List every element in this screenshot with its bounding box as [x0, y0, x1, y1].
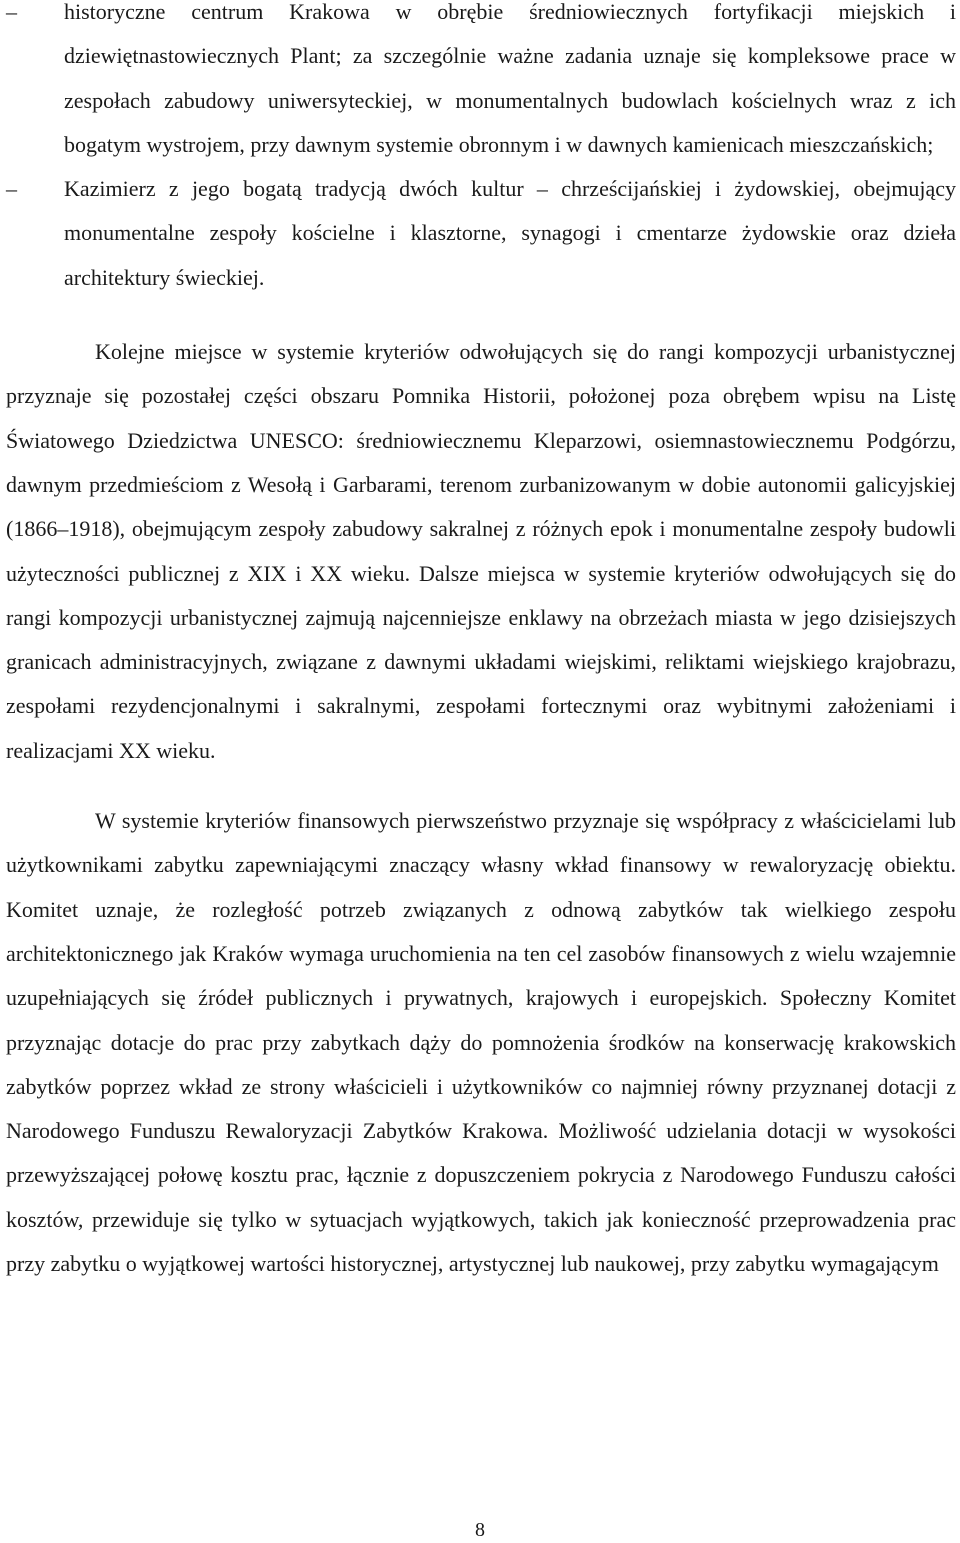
document-page	[6, 0, 956, 1286]
bullet-list	[6, 0, 956, 300]
bullet-item-historic-centre	[6, 0, 956, 167]
bullet-text: historyczne centrum Krakowa w obrębie średniowiecznych fortyfikacji miejskich i dziewiętnastowiecznych Plant; za szczególnie ważne zadania uznaje się kompleksowe prace w zespołach zabudowy uniwersyteckiej, w monumentalnych budowlach kościelnych wraz z ich bogatym wystrojem, przy dawnym systemie obronnym i w dawnych kamienicach mieszczańskich;	[64, 0, 956, 157]
page-number: 8	[475, 1519, 485, 1541]
bullet-text: Kazimierz z jego bogatą tradycją dwóch kultur – chrześcijańskiej i żydowskiej, obejmujący monumentalne zespoły kościelne i klasztorne, synagogi i cmentarze żydowskie oraz dzieła architektury świeckiej.	[64, 176, 956, 290]
paragraph-financial-criteria: W systemie kryteriów finansowych pierwszeństwo przyznaje się współpracy z właścicielami lub użytkownikami zabytku zapewniającymi znaczący własny wkład finansowy w rewaloryzację obiektu. Komitet uznaje, że rozległość potrzeb związanych z odnową zabytków tak wielkiego zespołu architektonicznego jak Kraków wymaga uruchomienia na ten cel zasobów finansowych z wielu wzajemnie uzupełniających się źródeł publicznych i prywatnych, krajowych i europejskich. Społeczny Komitet przyznając dotacje do prac przy zabytkach dąży do pomnożenia środków na konserwację krakowskich zabytków poprzez wkład ze strony właścicieli i użytkowników co najmniej równy przyznanej dotacji z Narodowego Funduszu Rewaloryzacji Zabytków Krakowa. Możliwość udzielania dotacji w wysokości przewyższającej połowę kosztu prac, łącznie z dopuszczeniem pokrycia z Narodowego Funduszu całości kosztów, przewiduje się tylko w sytuacjach wyjątkowych, takich jak konieczność przeprowadzenia prac przy zabytku o wyjątkowej wartości historycznej, artystycznej lub naukowej, przy zabytku wymagającym	[6, 808, 956, 1277]
bullet-dash: –	[6, 0, 17, 24]
paragraph-urban-composition: Kolejne miejsce w systemie kryteriów odwołujących się do rangi kompozycji urbanistycznej przyznaje się pozostałej części obszaru Pomnika Historii, położonej poza obrębem wpisu na Listę Światowego Dziedzictwa UNESCO: średniowiecznemu Kleparzowi, osiemnastowiecznemu Podgórzu, dawnym przedmieściom z Wesołą i Garbarami, terenom zurbanizowanym w dobie autonomii galicyjskiej (1866–1918), obejmującym zespoły zabudowy sakralnej z różnych epok i monumentalne zespoły budowli użyteczności publicznej z XIX i XX wieku. Dalsze miejsca w systemie kryteriów odwołujących się do rangi kompozycji urbanistycznej zajmują najcenniejsze enklawy na obrzeżach miasta w jego dzisiejszych granicach administracyjnych, związane z dawnymi układami wiejskimi, reliktami wiejskiego krajobrazu, zespołami rezydencjonalnymi i sakralnymi, zespołami fortecznymi oraz wybitnymi założeniami i realizacjami XX wieku.	[6, 339, 956, 763]
bullet-item-kazimierz	[6, 167, 956, 300]
bullet-dash: –	[6, 176, 17, 202]
